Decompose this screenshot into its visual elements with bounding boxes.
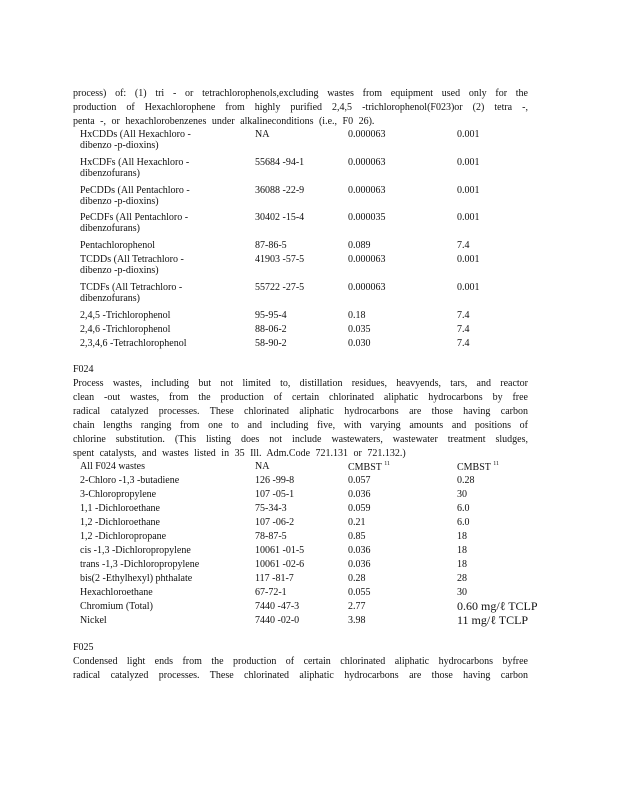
table-row bbox=[80, 129, 540, 151]
nww-standard: 0.001 bbox=[457, 185, 480, 196]
cas-number: 107 -06-2 bbox=[255, 517, 295, 528]
ww-standard: 0.036 bbox=[348, 545, 371, 556]
table-row bbox=[80, 559, 540, 573]
nww-standard: 18 bbox=[457, 545, 467, 556]
constituent-name: 2,4,6 -Trichlorophenol bbox=[80, 324, 171, 335]
constituent-name: Hexachloroethane bbox=[80, 587, 153, 598]
waste-code-f024: F024 bbox=[73, 364, 94, 375]
nww-standard: 0.001 bbox=[457, 282, 480, 293]
intro-line: penta -, or hexachlorobenzenes under alkalineconditions (i.e., F0 26). bbox=[73, 116, 375, 127]
constituent-name: 1,2 -Dichloroethane bbox=[80, 517, 160, 528]
cas-number: 30402 -15-4 bbox=[255, 212, 305, 223]
nww-standard: 6.0 bbox=[457, 503, 470, 514]
ww-standard: 0.85 bbox=[348, 531, 366, 542]
constituent-name: bis(2 -Ethylhexyl) phthalate bbox=[80, 573, 193, 584]
constituent-name: trans -1,3 -Dichloropropylene bbox=[80, 559, 200, 570]
constituent-name: 1,1 -Dichloroethane bbox=[80, 503, 160, 514]
f025-line: Condensed light ends from the production of certain chlorinated aliphatic hydrocarbons byfree bbox=[73, 656, 528, 667]
cas-number: 107 -05-1 bbox=[255, 489, 295, 500]
f024-line: radical catalyzed processes. These chlorinated aliphatic hydrocarbons are those having carbon bbox=[73, 406, 528, 417]
ww-standard: 0.030 bbox=[348, 338, 371, 349]
nww-standard: CMBST $^{11}$ bbox=[457, 461, 500, 473]
constituent-name: PeCDFs (All Pentachloro - bbox=[80, 212, 189, 223]
ww-standard: 0.000063 bbox=[348, 185, 386, 196]
intro-paragraph bbox=[73, 87, 528, 129]
constituent-name-cont: dibenzo -p-dioxins) bbox=[80, 196, 159, 207]
constituent-name-cont: dibenzofurans) bbox=[80, 223, 140, 234]
cas-number: NA bbox=[255, 129, 270, 140]
cas-number: 10061 -02-6 bbox=[255, 559, 305, 570]
table-row bbox=[80, 282, 540, 304]
f024-description bbox=[73, 377, 528, 461]
constituent-name: 3-Chloropropylene bbox=[80, 489, 157, 500]
f024-line: clean -out wastes, from the production of certain chlorinated aliphatic hydrocarbons by free bbox=[73, 392, 528, 403]
nww-standard: 30 bbox=[457, 489, 467, 500]
cas-number: 87-86-5 bbox=[255, 240, 287, 251]
table-row bbox=[80, 475, 540, 489]
cas-number: 7440 -47-3 bbox=[255, 601, 300, 612]
nww-standard: 0.001 bbox=[457, 254, 480, 265]
nww-standard: 0.60 mg/ℓ TCLP bbox=[457, 599, 538, 613]
ww-standard: 2.77 bbox=[348, 601, 366, 612]
constituent-name-cont: dibenzofurans) bbox=[80, 293, 140, 304]
ww-standard: 0.057 bbox=[348, 475, 371, 486]
constituent-name-cont: dibenzo -p-dioxins) bbox=[80, 265, 159, 276]
ww-standard: 0.055 bbox=[348, 587, 371, 598]
ww-standard: 0.000063 bbox=[348, 157, 386, 168]
ww-standard: 0.000063 bbox=[348, 254, 386, 265]
cas-number: 55684 -94-1 bbox=[255, 157, 305, 168]
f025-line: radical catalyzed processes. These chlorinated aliphatic hydrocarbons are those having carbon bbox=[73, 670, 528, 681]
cas-number: 41903 -57-5 bbox=[255, 254, 305, 265]
nww-standard: 30 bbox=[457, 587, 467, 598]
nww-standard: 0.28 bbox=[457, 475, 475, 486]
cas-number: 36088 -22-9 bbox=[255, 185, 305, 196]
constituent-name: 2,4,5 -Trichlorophenol bbox=[80, 310, 171, 321]
table-row bbox=[80, 489, 540, 503]
footnote-ref: 11 bbox=[493, 461, 500, 467]
cas-number: 55722 -27-5 bbox=[255, 282, 305, 293]
ww-standard: 0.000063 bbox=[348, 129, 386, 140]
constituent-name: TCDDs (All Tetrachloro - bbox=[80, 254, 184, 265]
cas-number: 126 -99-8 bbox=[255, 475, 295, 486]
constituent-name: 2,3,4,6 -Tetrachlorophenol bbox=[80, 338, 187, 349]
ww-standard: 0.21 bbox=[348, 517, 366, 528]
table-row bbox=[80, 324, 540, 338]
cas-number: 67-72-1 bbox=[255, 587, 287, 598]
table-row bbox=[80, 185, 540, 207]
constituent-name: HxCDDs (All Hexachloro - bbox=[80, 129, 191, 140]
nww-standard: 6.0 bbox=[457, 517, 470, 528]
ww-standard: 0.036 bbox=[348, 559, 371, 570]
cas-number: 75-34-3 bbox=[255, 503, 287, 514]
table-row bbox=[80, 212, 540, 234]
ww-standard: CMBST $^{11}$ bbox=[348, 461, 391, 473]
ww-standard: 0.059 bbox=[348, 503, 371, 514]
constituent-name: Nickel bbox=[80, 615, 107, 626]
footnote-ref: 11 bbox=[384, 461, 391, 467]
constituent-name-cont: dibenzo -p-dioxins) bbox=[80, 140, 159, 151]
ww-standard: 0.089 bbox=[348, 240, 371, 251]
table-row bbox=[80, 254, 540, 276]
constituent-name: HxCDFs (All Hexachloro - bbox=[80, 157, 190, 168]
ww-standard: 3.98 bbox=[348, 615, 366, 626]
constituent-name: 1,2 -Dichloropropane bbox=[80, 531, 167, 542]
f024-line: spent catalysts, and wastes listed in 35 Ill. Adm.Code 721.131 or 721.132.) bbox=[73, 448, 406, 459]
constituent-name: TCDFs (All Tetrachloro - bbox=[80, 282, 183, 293]
constituent-name: All F024 wastes bbox=[80, 461, 145, 472]
nww-standard: 7.4 bbox=[457, 310, 470, 321]
table-row bbox=[80, 517, 540, 531]
intro-line: production of Hexachlorophene from highly purified 2,4,5 -trichlorophenol(F023)or (2) tetra -, bbox=[73, 102, 528, 113]
table-row bbox=[80, 545, 540, 559]
nww-standard: 28 bbox=[457, 573, 467, 584]
nww-standard: 7.4 bbox=[457, 338, 470, 349]
nww-standard: 7.4 bbox=[457, 240, 470, 251]
f024-line: Process wastes, including but not limited to, distillation residues, heavyends, tars, and reactor bbox=[73, 378, 528, 389]
ww-standard: 0.000063 bbox=[348, 282, 386, 293]
table-row bbox=[80, 615, 540, 629]
cas-number: 58-90-2 bbox=[255, 338, 287, 349]
nww-standard: 0.001 bbox=[457, 129, 480, 140]
ww-standard: 0.035 bbox=[348, 324, 371, 335]
cas-number: NA bbox=[255, 461, 270, 472]
nww-standard: 18 bbox=[457, 559, 467, 570]
cas-number: 95-95-4 bbox=[255, 310, 287, 321]
constituent-name: cis -1,3 -Dichloropropylene bbox=[80, 545, 191, 556]
waste-code-f025: F025 bbox=[73, 642, 94, 653]
cas-number: 7440 -02-0 bbox=[255, 615, 300, 626]
table-row bbox=[80, 310, 540, 324]
table-row bbox=[80, 503, 540, 517]
f024-line: chain lengths ranging from one to and including five, with varying amounts and positions of bbox=[73, 420, 528, 431]
constituent-name-cont: dibenzofurans) bbox=[80, 168, 140, 179]
table-header-row bbox=[80, 461, 540, 475]
ww-standard: 0.036 bbox=[348, 489, 371, 500]
cas-number: 78-87-5 bbox=[255, 531, 287, 542]
table-row bbox=[80, 240, 540, 254]
constituent-name: 2-Chloro -1,3 -butadiene bbox=[80, 475, 180, 486]
nww-standard: 18 bbox=[457, 531, 467, 542]
table-row bbox=[80, 338, 540, 352]
nww-standard: 7.4 bbox=[457, 324, 470, 335]
f024-line: chlorine substitution. (This listing does not include wastewaters, wastewater treatment sludges, bbox=[73, 434, 528, 445]
cas-number: 88-06-2 bbox=[255, 324, 287, 335]
f025-description bbox=[73, 655, 528, 683]
ww-standard: 0.18 bbox=[348, 310, 366, 321]
intro-line: process) of: (1) tri - or tetrachlorophenols,excluding wastes from equipment used only for the bbox=[73, 88, 528, 99]
constituent-name: PeCDDs (All Pentachloro - bbox=[80, 185, 190, 196]
table-row bbox=[80, 531, 540, 545]
nww-standard: 0.001 bbox=[457, 212, 480, 223]
ww-standard: 0.28 bbox=[348, 573, 366, 584]
table-row bbox=[80, 157, 540, 179]
nww-standard: 11 mg/ℓ TCLP bbox=[457, 613, 529, 627]
constituent-name: Pentachlorophenol bbox=[80, 240, 155, 251]
table-row bbox=[80, 573, 540, 587]
ww-standard: 0.000035 bbox=[348, 212, 386, 223]
nww-standard: 0.001 bbox=[457, 157, 480, 168]
cas-number: 10061 -01-5 bbox=[255, 545, 305, 556]
cas-number: 117 -81-7 bbox=[255, 573, 294, 584]
constituent-name: Chromium (Total) bbox=[80, 601, 153, 612]
